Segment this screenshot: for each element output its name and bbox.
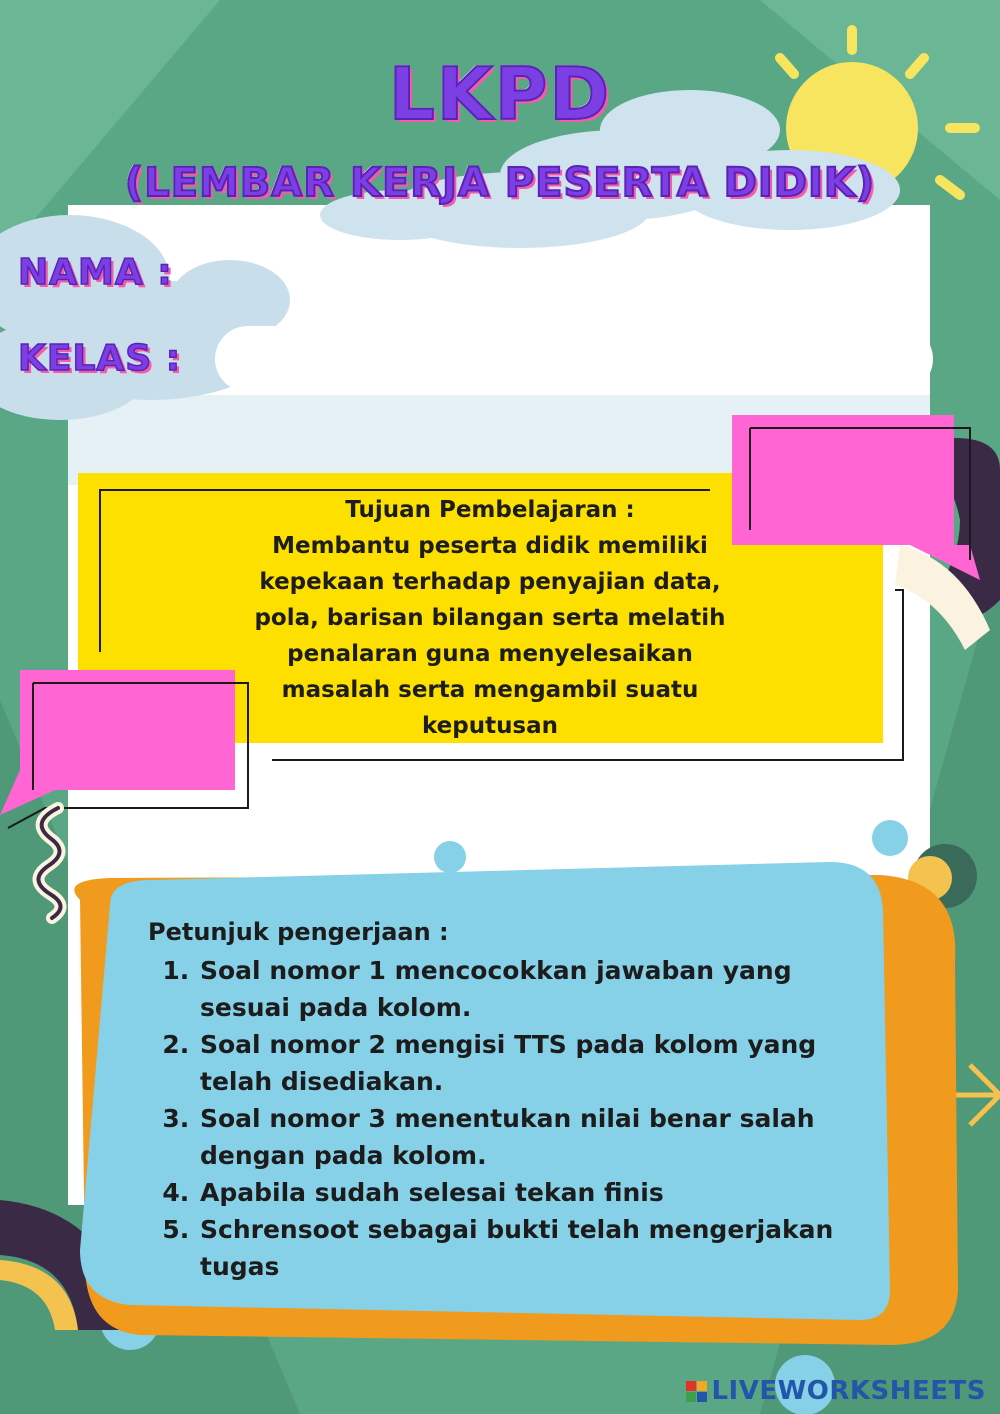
page-subtitle: (LEMBAR KERJA PESERTA DIDIK) xyxy=(124,160,876,206)
learning-goal-heading: Tujuan Pembelajaran : xyxy=(345,497,635,523)
instruction-item: 3. Soal nomor 3 menentukan nilai benar salah dengan pada kolom. xyxy=(198,1100,888,1174)
page-title: LKPD xyxy=(388,52,612,136)
learning-goal-line: Membantu peserta didik memiliki xyxy=(272,533,708,559)
kelas-input[interactable] xyxy=(215,326,933,392)
learning-goal-line: pola, barisan bilangan serta melatih xyxy=(254,605,726,631)
liveworksheets-logo-icon xyxy=(686,1381,707,1402)
learning-goal-line: penalaran guna menyelesaikan xyxy=(287,641,693,667)
learning-goal-line: kepekaan terhadap penyajian data, xyxy=(259,569,721,595)
learning-goal-line: keputusan xyxy=(421,713,559,739)
kelas-label: KELAS : xyxy=(18,338,182,379)
instructions-title: Petunjuk pengerjaan : xyxy=(148,918,449,946)
nama-label: NAMA : xyxy=(18,252,173,293)
instruction-item: 4. Apabila sudah selesai tekan finis xyxy=(198,1174,888,1211)
instructions-list xyxy=(148,952,888,1285)
instruction-item: 2. Soal nomor 2 mengisi TTS pada kolom yang telah disediakan. xyxy=(198,1026,888,1100)
liveworksheets-brand[interactable] xyxy=(686,1376,986,1406)
instruction-item: 5. Schrensoot sebagai bukti telah mengerjakan tugas xyxy=(198,1211,888,1285)
instruction-item: 1. Soal nomor 1 mencocokkan jawaban yang sesuai pada kolom. xyxy=(198,952,888,1026)
instructions xyxy=(148,914,888,1285)
learning-goal xyxy=(210,492,770,744)
learning-goal-line: masalah serta mengambil suatu xyxy=(281,677,699,703)
nama-input[interactable] xyxy=(215,248,930,310)
brand-name: LIVEWORKSHEETS xyxy=(711,1376,986,1406)
